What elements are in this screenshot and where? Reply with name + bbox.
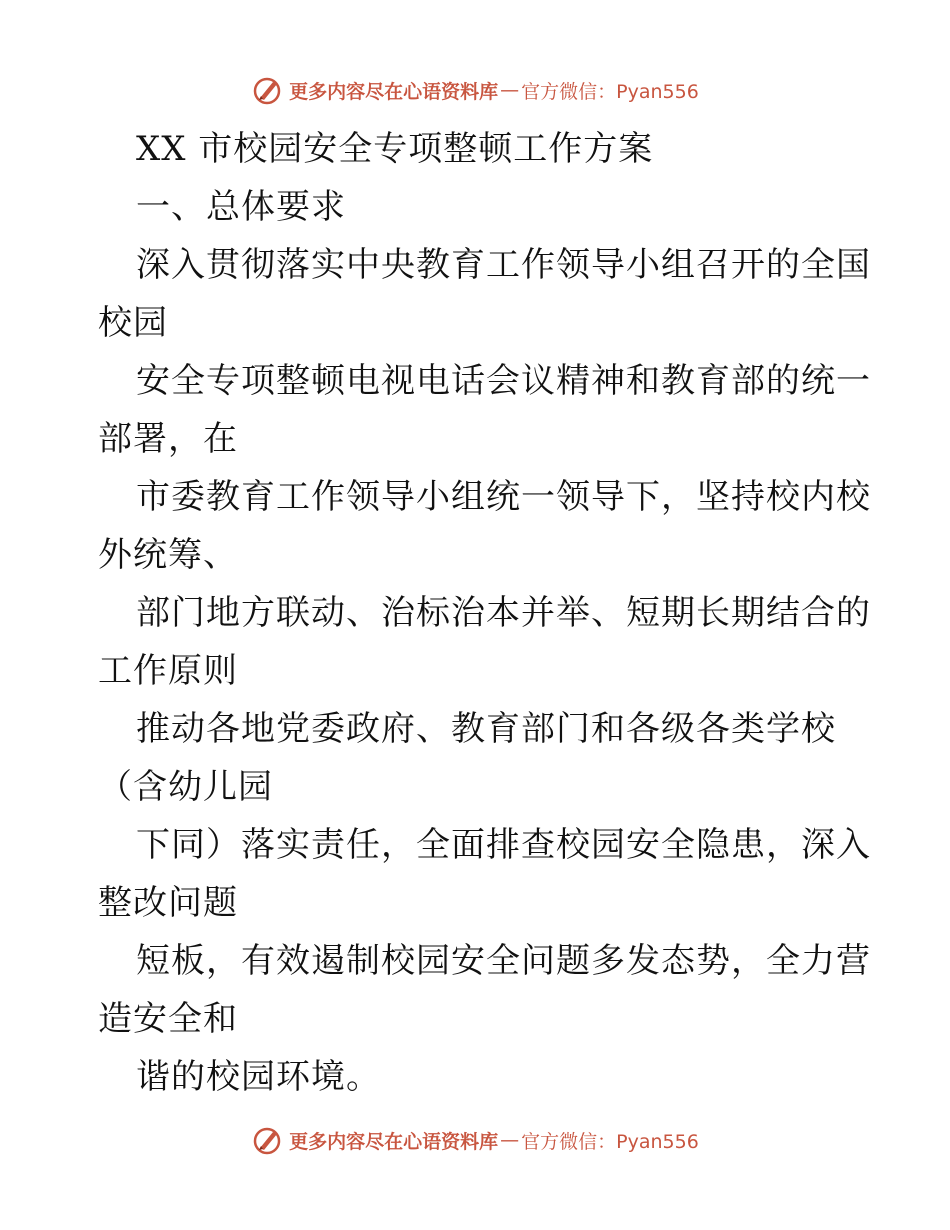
text-line: 部门地方联动、治标治本并举、短期长期结合的 [136,593,871,633]
text-line: 外统筹、 [98,535,238,575]
text-line: （含幼儿园 [98,767,273,807]
banner-separator: — [500,1129,520,1151]
text-line: 市委教育工作领导小组统一领导下，坚持校内校 [136,477,871,517]
text-line: 谐的校园环境。 [136,1057,381,1097]
section-heading: 一、总体要求 [136,187,346,227]
text-line: 深入贯彻落实中央教育工作领导小组召开的全国 [136,245,871,285]
banner-separator: — [500,79,520,101]
text-line: 部署，在 [98,419,238,459]
pen-logo-icon [251,1124,283,1156]
banner-text: 更多内容尽在心语资料库 [289,1130,499,1153]
paragraph [98,236,871,1106]
banner-wechat: 官方微信：Pyan556 [521,80,699,103]
text-line: 造安全和 [98,999,238,1039]
text-line: 短板，有效遏制校园安全问题多发态势，全力营 [136,941,871,981]
text-line: 整改问题 [98,883,238,923]
text-line: 工作原则 [98,651,238,691]
header-banner [0,70,950,110]
text-line: 推动各地党委政府、教育部门和各级各类学校 [136,709,836,749]
text-line: 下同）落实责任，全面排查校园安全隐患，深入 [136,825,871,865]
banner-wechat: 官方微信：Pyan556 [521,1130,699,1153]
text-line: 校园 [98,303,168,343]
footer-banner [0,1120,950,1160]
document-body [98,120,871,1106]
pen-logo-icon [251,74,283,106]
text-line: 安全专项整顿电视电话会议精神和教育部的统一 [136,361,871,401]
banner-text: 更多内容尽在心语资料库 [289,80,499,103]
document-title: XX 市校园安全专项整顿工作方案 [136,129,654,169]
